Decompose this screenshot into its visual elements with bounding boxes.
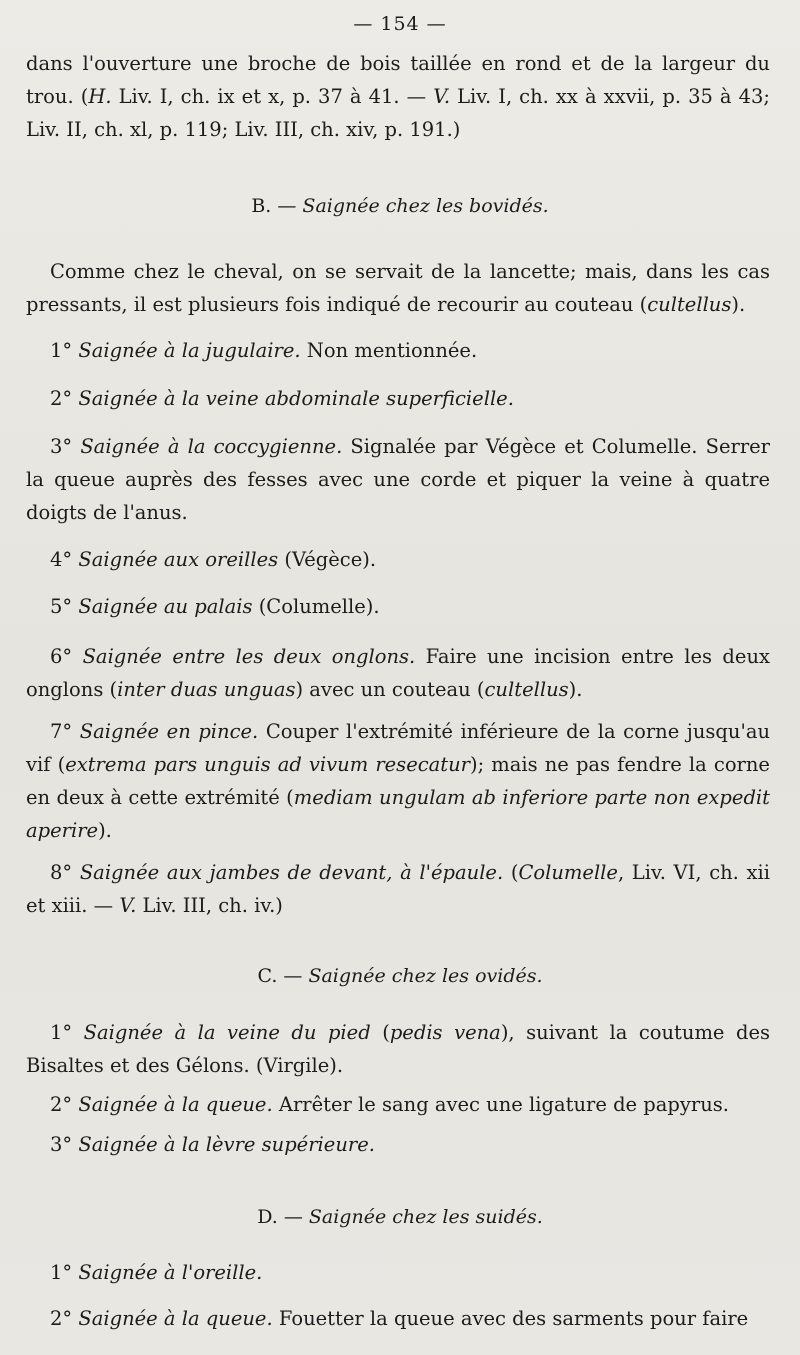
item-title: Saignée entre les deux onglons. [82,645,416,668]
item-text: Faire une incision entre les deux onglons ( [26,645,770,701]
section-letter: C. — [257,965,309,987]
item-text: ) avec un couteau ( [295,678,485,701]
item-number: 2° [50,387,79,410]
list-item [26,382,770,415]
item-text: Signalée par Végèce et Columelle. Serrer la queue auprès des fesses avec une corde et piquer la veine à quatre doigts de l'anus. [26,435,771,524]
item-title: Saignée à la jugulaire. [78,339,301,362]
text: ). [731,293,746,316]
item-title: Saignée aux oreilles [78,548,279,571]
item-title: Saignée à la queue. [78,1093,273,1116]
section-heading-c [0,960,800,993]
item-text: Non mentionnée. [300,339,478,362]
text: Comme chez le cheval, on se servait de la lancette; mais, dans les cas pressants, il est plusieurs fois indiqué de recourir au couteau ( [26,260,770,316]
item-number: 8° [50,861,80,884]
item-number: 3° [50,435,81,458]
item-text: ). [98,819,112,842]
intro-paragraph [26,255,770,321]
item-number: 2° [50,1307,79,1330]
item-text: Arrêter le sang avec une ligature de papyrus. [272,1093,729,1116]
list-item [26,590,770,623]
item-title: Saignée en pince. [79,720,259,743]
list-item [26,640,770,706]
list-item [26,430,770,529]
item-number: 1° [50,339,79,362]
source-abbrev: V. [433,85,451,108]
item-text: ( [503,861,519,884]
author-name: Columelle [518,861,618,884]
section-title: Saignée chez les bovidés. [302,195,549,217]
item-number: 4° [50,548,79,571]
item-text: ); mais ne pas fendre la corne en deux à cette extrémité ( [26,753,770,809]
list-item [26,1016,770,1082]
section-heading-b [0,190,800,223]
section-title: Saignée chez les ovidés. [308,965,543,987]
page-number: — 154 — [353,13,447,35]
list-item [26,856,770,922]
item-text: Liv. III, ch. iv.) [136,894,283,917]
item-text: Fouetter la queue avec des sarments pour faire [272,1307,749,1330]
latin-term: mediam ungulam ab inferiore parte non expedit aperire [26,786,771,842]
item-number: 1° [50,1261,79,1284]
item-title: Saignée à la veine abdominale superficielle. [78,387,514,410]
item-text: ), suivant la coutume des Bisaltes et des Gélons. (Virgile). [26,1021,771,1077]
latin-term: extrema pars unguis ad vivum resecatur [65,753,470,776]
item-title: Saignée à la veine du pied [83,1021,371,1044]
item-number: 2° [50,1093,79,1116]
item-text: (Végèce). [278,548,377,571]
item-number: 6° [50,645,83,668]
section-heading-d [0,1201,800,1234]
item-title: Saignée à la lèvre supérieure. [78,1133,375,1156]
item-number: 3° [50,1133,79,1156]
item-text: (Columelle). [252,595,380,618]
item-number: 7° [50,720,80,743]
latin-term: inter duas unguas [117,678,296,701]
latin-term: cultellus [484,678,569,701]
source-abbrev: H. [88,85,112,108]
list-item [26,1088,770,1121]
text: Liv. I, ch. xx à xxvii, p. 35 à 43; Liv. II, ch. xl, p. 119; Liv. III, ch. xiv, p. 191.) [26,85,770,141]
list-item [26,1302,770,1335]
item-title: Saignée à la queue. [78,1307,273,1330]
text: dans l'ouverture une broche de bois taillée en rond et de la largeur du trou. ( [26,52,770,108]
item-title: Saignée à l'oreille. [78,1261,263,1284]
item-number: 5° [50,595,79,618]
item-title: Saignée à la coccygienne. [80,435,343,458]
continuation-paragraph [26,47,770,146]
item-text: Couper l'extrémité inférieure de la corne jusqu'au vif ( [26,720,771,776]
section-letter: B. — [251,195,303,217]
item-text: ). [568,678,583,701]
latin-term: pedis vena [389,1021,501,1044]
list-item [26,1128,770,1161]
section-title: Saignée chez les suidés. [308,1206,543,1228]
item-number: 1° [50,1021,84,1044]
item-title: Saignée aux jambes de devant, à l'épaule. [79,861,504,884]
text: Liv. I, ch. ix et x, p. 37 à 41. — [111,85,434,108]
source-abbrev: V. [119,894,137,917]
item-title: Saignée au palais [78,595,253,618]
item-text: , Liv. VI, ch. xii et xiii. — [26,861,770,917]
list-item [26,334,770,367]
list-item [26,715,770,847]
list-item [26,543,770,576]
latin-term: cultellus [647,293,732,316]
item-text: ( [370,1021,390,1044]
list-item [26,1256,770,1289]
section-letter: D. — [257,1206,309,1228]
